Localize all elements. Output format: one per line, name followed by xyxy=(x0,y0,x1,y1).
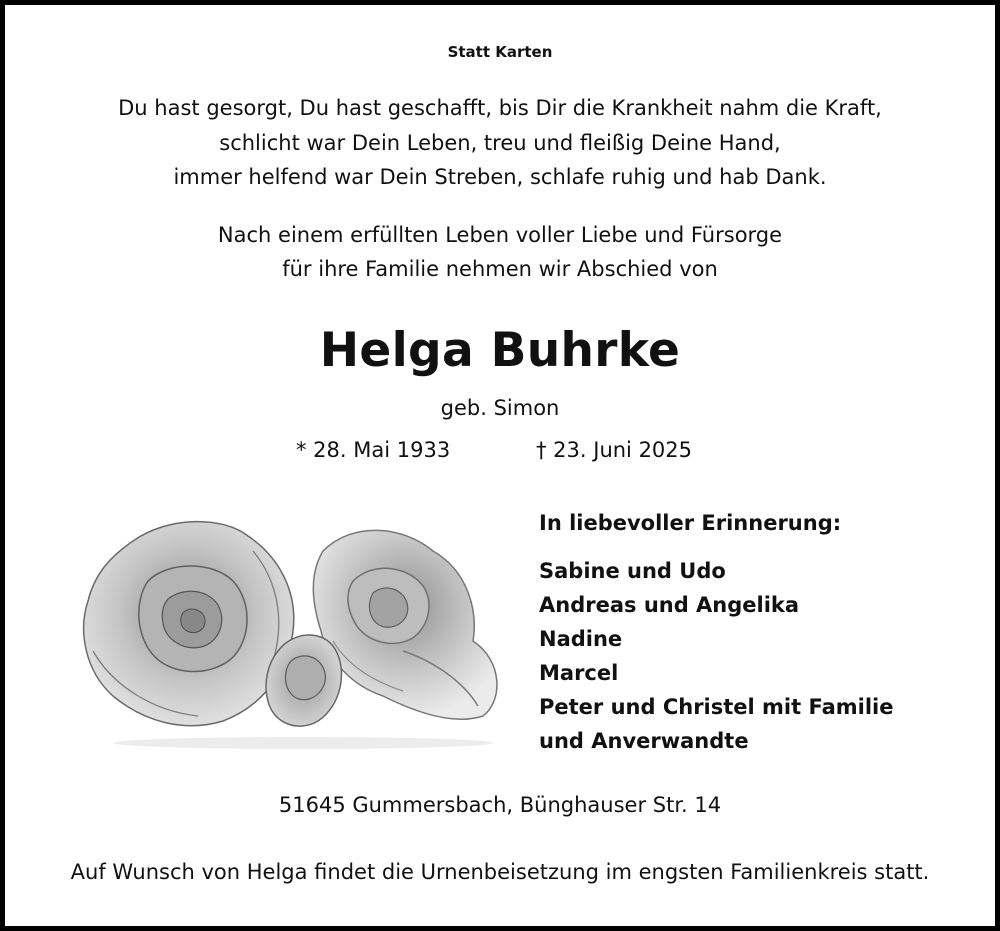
footer-note: Auf Wunsch von Helga findet die Urnenbeisetzung im engsten Familienkreis statt. xyxy=(70,860,930,884)
mourners-heading: In liebevoller Erinnerung: xyxy=(539,511,842,535)
death-date: † 23. Juni 2025 xyxy=(536,438,693,462)
address: 51645 Gummersbach, Bünghauser Str. 14 xyxy=(278,793,722,817)
intro-text xyxy=(5,218,995,286)
roses-illustration xyxy=(73,511,505,751)
mourner: Sabine und Udo xyxy=(539,559,726,583)
birth-date: * 28. Mai 1933 xyxy=(296,438,451,462)
mourner: Peter und Christel mit Familie xyxy=(539,695,894,719)
rose-left xyxy=(84,522,294,726)
intro-line: Nach einem erfüllten Leben voller Liebe und Fürsorge xyxy=(217,223,783,247)
rose-right xyxy=(313,530,497,719)
poem-line: Du hast gesorgt, Du hast geschafft, bis Dir die Krankheit nahm die Kraft, xyxy=(118,96,882,120)
poem xyxy=(5,91,995,195)
poem-line: immer helfend war Dein Streben, schlafe ruhig und hab Dank. xyxy=(173,165,827,189)
shadow xyxy=(113,737,493,749)
mourner: Nadine xyxy=(539,627,623,651)
mourner: Marcel xyxy=(539,661,619,685)
poem-line: schlicht war Dein Leben, treu und fleißig Deine Hand, xyxy=(219,130,781,155)
mourner: Andreas und Angelika xyxy=(539,593,800,617)
deceased-name: Helga Buhrke xyxy=(319,323,681,378)
maiden-name: geb. Simon xyxy=(440,396,560,420)
header-text: Statt Karten xyxy=(447,43,553,61)
mourner: und Anverwandte xyxy=(539,729,749,753)
intro-line: für ihre Familie nehmen wir Abschied von xyxy=(282,257,718,281)
mourners-list xyxy=(539,506,893,758)
